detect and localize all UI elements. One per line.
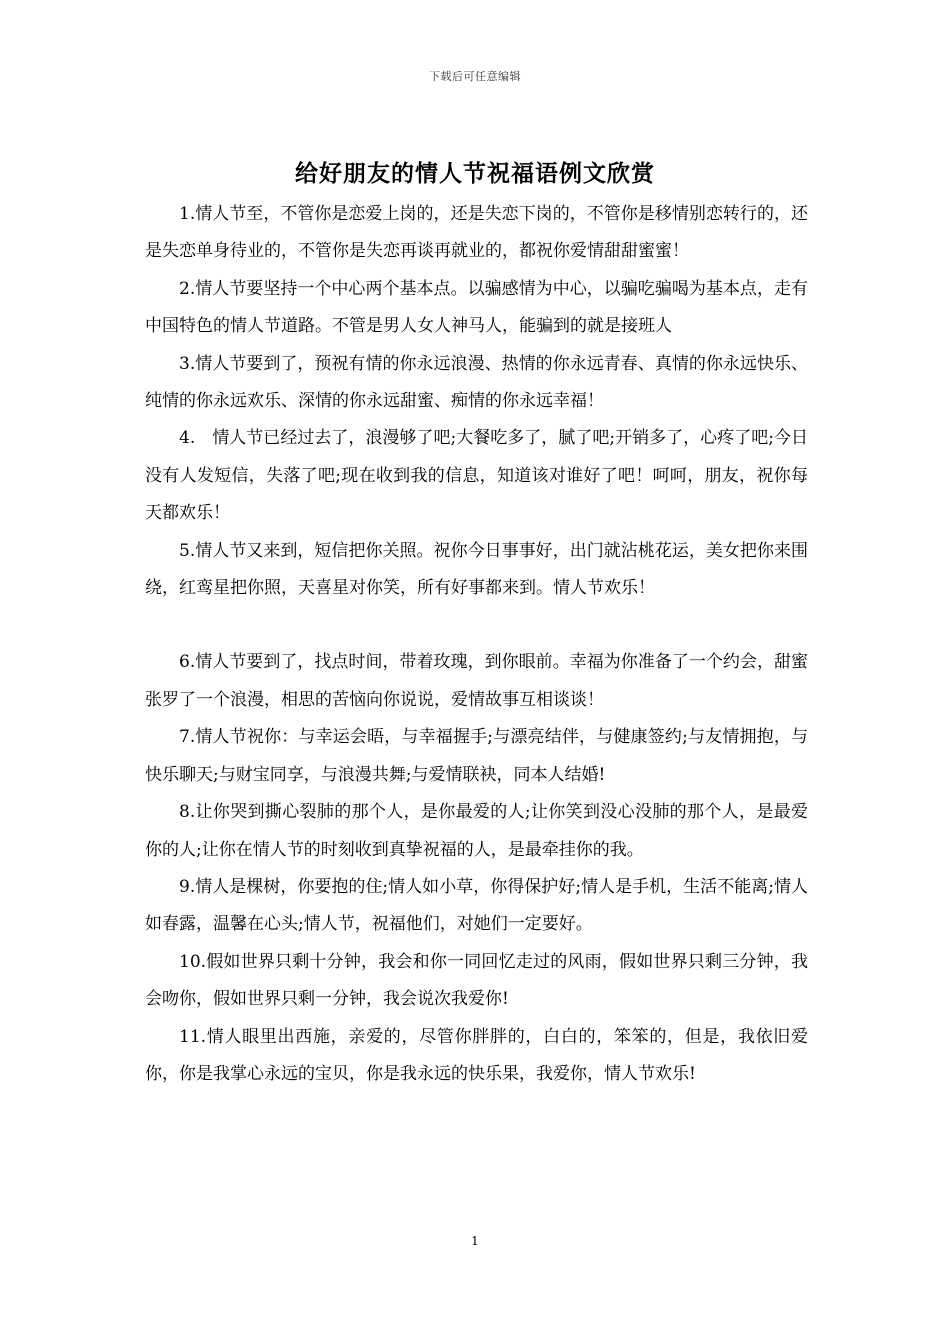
- paragraph-9: 9.情人是棵树，你要抱的住;情人如小草，你得保护好;情人是手机，生活不能离;情人如春露，温馨在心头;情人节，祝福他们，对她们一定要好。: [145, 876, 808, 935]
- paragraph-4: 4. 情人节已经过去了，浪漫够了吧;大餐吃多了，腻了吧;开销多了，心疼了吧;今日没有人发短信，失落了吧;现在收到我的信息，知道该对谁好了吧！呵呵，朋友，祝你每天都欢乐！: [145, 428, 808, 524]
- page-title: 给好朋友的情人节祝福语例文欣赏: [295, 160, 655, 187]
- paragraph-10: 10.假如世界只剩十分钟，我会和你一同回忆走过的风雨，假如世界只剩三分钟，我会吻你，假如世界只剩一分钟，我会说次我爱你!: [145, 951, 808, 1010]
- document-body: [145, 196, 808, 1093]
- paragraph-1: 1.情人节至，不管你是恋爱上岗的，还是失恋下岗的，不管你是移情别恋转行的，还是失恋单身待业的，不管你是失恋再谈再就业的，都祝你爱情甜甜蜜蜜！: [145, 204, 808, 262]
- paragraph-2: 2.情人节要坚持一个中心两个基本点。以骗感情为中心，以骗吃骗喝为基本点，走有中国特色的情人节道路。不管是男人女人神马人，能骗到的就是接班人: [145, 278, 808, 337]
- page-number: 1: [471, 1234, 479, 1248]
- paragraph-7: 7.情人节祝你：与幸运会晤，与幸福握手;与漂亮结伴，与健康签约;与友情拥抱，与快乐聊天;与财宝同享，与浪漫共舞;与爱情联袂，同本人结婚!: [145, 727, 808, 785]
- paragraph-5: 5.情人节又来到，短信把你关照。祝你今日事事好，出门就沾桃花运，美女把你来围绕，红鸾星把你照，天喜星对你笑，所有好事都来到。情人节欢乐！: [145, 540, 808, 599]
- paragraph-6: 6.情人节要到了，找点时间，带着玫瑰，到你眼前。幸福为你准备了一个约会，甜蜜张罗了一个浪漫，相思的苦恼向你说说，爱情故事互相谈谈！: [145, 652, 808, 710]
- paragraph-8: 8.让你哭到撕心裂肺的那个人，是你最爱的人;让你笑到没心没肺的那个人，是最爱你的人;让你在情人节的时刻收到真挚祝福的人，是最牵挂你的我。: [145, 802, 808, 860]
- paragraph-3: 3.情人节要到了，预祝有情的你永远浪漫、热情的你永远青春、真情的你永远快乐、纯情的你永远欢乐、深情的你永远甜蜜、痴情的你永远幸福！: [145, 353, 808, 412]
- paragraph-11: 11.情人眼里出西施，亲爱的，尽管你胖胖的，白白的，笨笨的，但是，我依旧爱你，你是我掌心永远的宝贝，你是我永远的快乐果，我爱你，情人节欢乐!: [145, 1026, 808, 1084]
- header-note: 下载后可任意编辑: [429, 70, 521, 83]
